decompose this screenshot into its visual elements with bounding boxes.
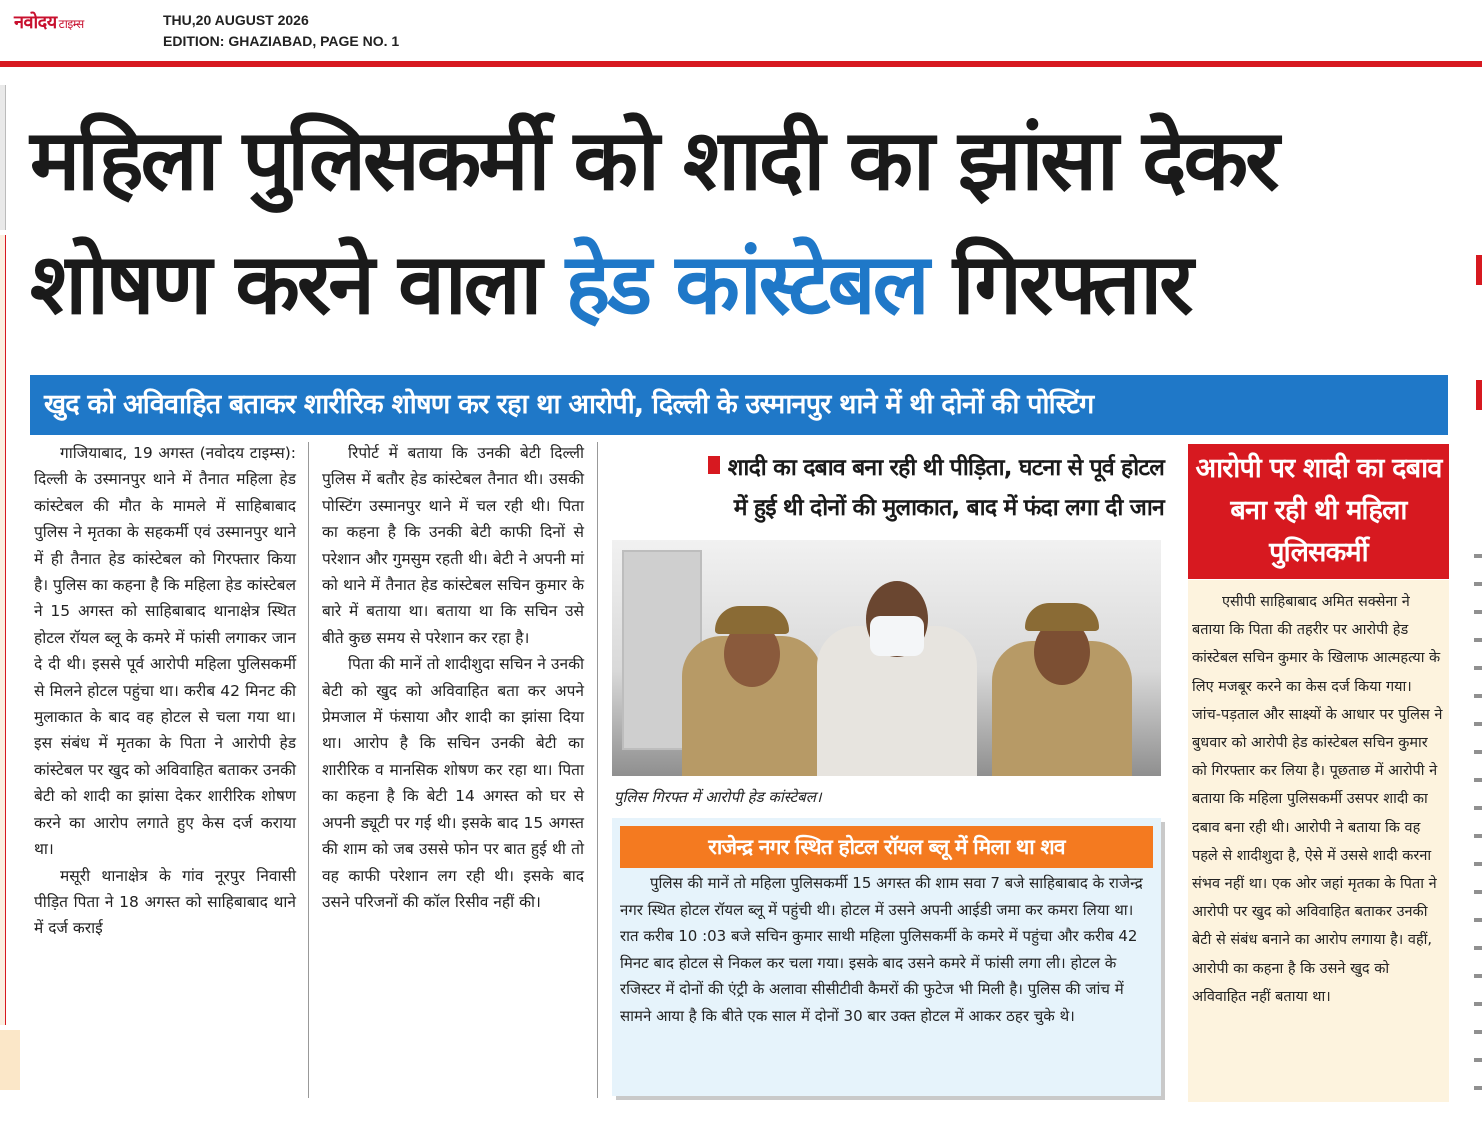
subheadline-band: खुद को अविवाहित बताकर शारीरिक शोषण कर रहा था आरोपी, दिल्ली के उस्मानपुर थाने में थी दोनों की पोस्टिंग [30, 375, 1448, 435]
bullet-icon [708, 456, 720, 474]
story-paragraph: मसूरी थानाक्षेत्र के गांव नूरपुर निवासी पीड़ित पिता ने 18 अगस्त को साहिबाबाद थाने में दर्ज कराई [34, 866, 296, 938]
main-headline[interactable] [30, 98, 1455, 346]
adjacent-page-edge-left [0, 85, 6, 230]
hotel-story-title: राजेन्द्र नगर स्थित होटल रॉयल ब्लू में मिला था शव [620, 826, 1153, 868]
column-divider [308, 442, 309, 1098]
police-officer-right [992, 571, 1132, 776]
hotel-story-body: पुलिस की मानें तो महिला पुलिसकर्मी 15 अगस्त की शाम सवा 7 बजे साहिबाबाद के राजेन्द्र नगर स्थित होटल रॉयल ब्लू में पहुंची थी। होटल में उसने अपनी आईडी जमा कर कमरा लिया था। रात करीब 10 :03 बजे सचिन कुमार साथी महिला पुलिसकर्मी के कमरे में पहुंचा और करीब 42 मिनट बाद होटल से निकल कर चला गया। इसके बाद उसने कमरे में फांसी लगा ली। होटल के रजिस्टर में दोनों की एंट्री के अलावा सीसीटीवी कैमरों की फुटेज भी मिली है। पुलिस की जांच में सामने आया है कि बीते एक साल में दोनों 30 बार उक्त होटल में आकर ठहर चुके थे। [620, 874, 1143, 1025]
adjacent-page-edge-left-bottom [0, 1030, 20, 1090]
adjacent-page-edge-right [1476, 255, 1482, 285]
adjacent-page-text-right [1474, 530, 1482, 1090]
column-divider [597, 442, 598, 1098]
issue-date: THU,20 AUGUST 2026 [163, 12, 309, 28]
headline-line-2-end: गिरफ्तार [926, 235, 1191, 333]
photo-headline-line-2: में हुई थी दोनों की मुलाकात, बाद में फंदा लगा दी जान [733, 495, 1164, 521]
sidebar-title: आरोपी पर शादी का दबाव बना रही थी महिला पुलिसकर्मी [1188, 444, 1449, 579]
story-paragraph: रिपोर्ट में बताया कि उनकी बेटी दिल्ली पुलिस में बतौर हेड कांस्टेबल तैनात थी। उसकी पोस्टिंग उस्मानपुर थाने में चल रही थी। पिता का कहना है कि उनकी बेटी काफी दिनों से परेशान और गुमसुम रहती थी। बेटी ने अपनी मां को थाने में तैनात हेड कांस्टेबल सचिन कुमार के बारे में बताया था। बताया था कि सचिन उसे बीते कुछ समय से परेशान कर रहा है। [322, 444, 584, 647]
beret-shape [1025, 603, 1099, 631]
adjacent-page-edge-left-lower [0, 235, 6, 1025]
story-column-1 [34, 440, 296, 1100]
photo-story-headline [612, 448, 1164, 528]
photo-headline-line-1: शादी का दबाव बना रही थी पीड़िता, घटना से पूर्व होटल [612, 448, 1164, 488]
dateline [163, 10, 399, 52]
headline-line-2-start: शोषण करने वाला [30, 235, 566, 333]
newspaper-logo[interactable] [14, 10, 84, 34]
headline-line-1: महिला पुलिसकर्मी को शादी का झांसा देकर [30, 111, 1277, 209]
logo-main: नवोदय [14, 12, 57, 33]
face-mask-shape [870, 616, 924, 656]
story-paragraph: पिता की मानें तो शादीशुदा सचिन ने उनकी बेटी को खुद को अविवाहित बता कर अपने प्रेमजाल में फंसाया और शादी का झांसा दिया था। आरोप है कि सचिन उनकी बेटी का शारीरिक व मानसिक शोषण कर रहा था। पिता का कहना है कि बेटी 14 अगस्त को घर से अपनी ड्यूटी पर गई थी। इसके बाद 15 अगस्त की शाम को जब उससे फोन पर बात हुई थी तो वह काफी परेशान लग रही थी। इसके बाद उसने परिजनों की कॉल रिसीव नहीं की। [322, 655, 584, 911]
adjacent-page-edge-right-2 [1476, 380, 1482, 410]
accused-person [817, 566, 977, 776]
police-officer-left [682, 576, 822, 776]
masthead-divider [0, 61, 1482, 67]
sidebar-body: एसीपी साहिबाबाद अमित सक्सेना ने बताया कि पिता की तहरीर पर आरोपी हेड कांस्टेबल सचिन कुमार के खिलाफ आत्महत्या के लिए मजबूर करने का केस दर्ज किया गया। जांच-पड़ताल और साक्ष्यों के आधार पर पुलिस ने बुधवार को आरोपी हेड कांस्टेबल सचिन कुमार को गिरफ्तार कर लिया है। पूछताछ में आरोपी ने बताया कि महिला पुलिसकर्मी उसपर शादी का दबाव बना रही थी। आरोपी ने बताया कि वह पहले से शादीशुदा है, ऐसे में उससे शादी करना संभव नहीं था। एक ओर जहां मृतका के पिता ने आरोपी पर खुद को अविवाहित बताकर उनकी बेटी से संबंध बनाने का आरोप लगाया है। वहीं, आरोपी का कहना है कि उसने खुद को अविवाहित नहीं बताया था। [1188, 580, 1449, 1102]
headline-line-2 [30, 222, 1455, 346]
masthead [0, 0, 1482, 62]
story-paragraph: गाजियाबाद, 19 अगस्त (नवोदय टाइम्स): दिल्ली के उस्मानपुर थाने में तैनात महिला हेड कांस्टेबल की मौत के मामले में साहिबाबाद पुलिस ने मृतका के सहकर्मी एवं उस्मानपुर थाने में ही तैनात हेड कांस्टेबल को गिरफ्तार किया है। पुलिस का कहना है कि महिला हेड कांस्टेबल ने 15 अगस्त को साहिबाबाद थानाक्षेत्र स्थित होटल रॉयल ब्लू के कमरे में फांसी लगाकर जान दे दी थी। इससे पूर्व आरोपी महिला पुलिसकर्मी से मिलने होटल पहुंचा था। करीब 42 मिनट की मुलाकात के बाद वह होटल से चला गया था। इस संबंध में मृतका के पिता ने आरोपी हेड कांस्टेबल पर खुद को अविवाहित बताकर उनकी बेटी को शादी का झांसा देकर शारीरिक शोषण करने का आरोप लगाते हुए केस दर्ज कराया था। [34, 444, 296, 859]
headline-highlight: हेड कांस्टेबल [565, 235, 927, 333]
arrest-photo[interactable] [612, 540, 1161, 776]
logo-sub: टाइम्स [58, 17, 84, 31]
photo-caption: पुलिस गिरफ्त में आरोपी हेड कांस्टेबल। [614, 788, 822, 806]
edition-info: EDITION: GHAZIABAD, PAGE NO. 1 [163, 33, 400, 49]
beret-shape [715, 606, 789, 634]
story-column-2 [322, 440, 584, 1100]
